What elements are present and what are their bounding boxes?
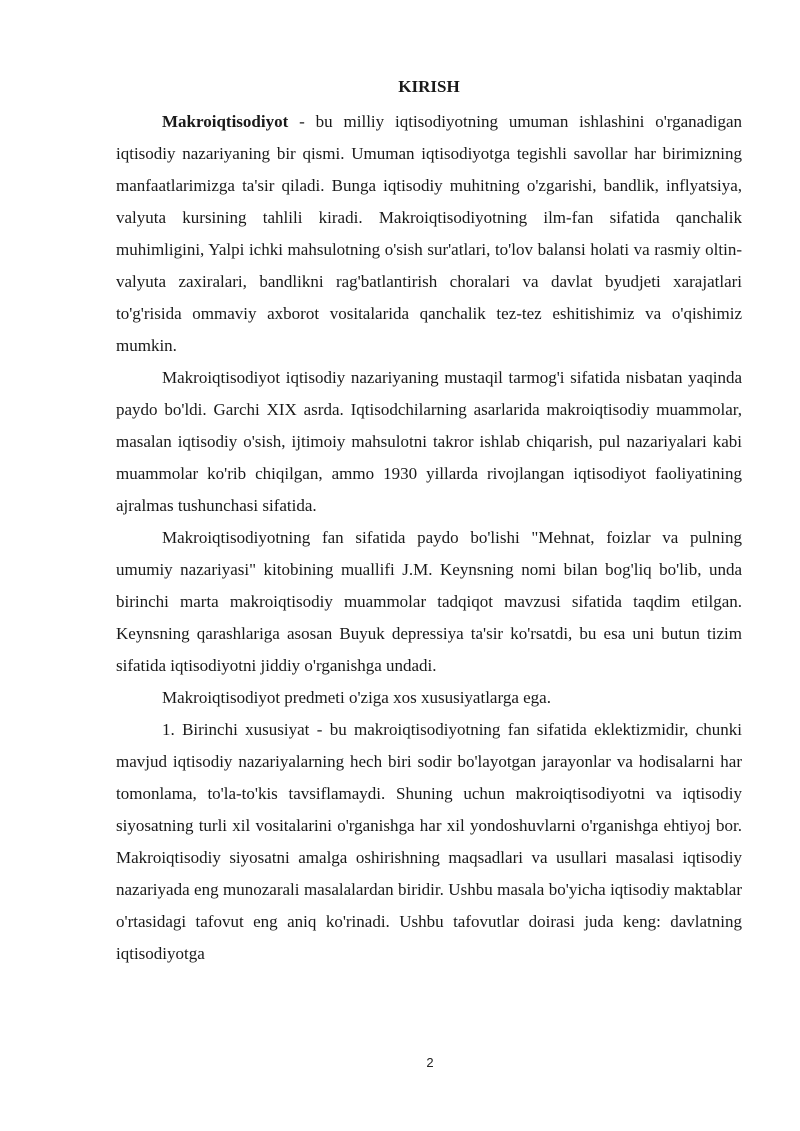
paragraph-3 <box>116 522 742 682</box>
paragraph-2-text: Makroiqtisodiyot iqtisodiy nazariyaning mustaqil tarmog'i sifatida nisbatan yaqinda paydo bo'ldi. Garchi XIX asrda. Iqtisodchilarning asarlarida makroiqtisodiy muammolar, masalan iqtisodiy o'sish, ijtimoiy mahsulotni takror ishlab chiqarish, pul nazariyalari kabi muammolar ko'rib chiqilgan, ammo 1930 yillarda rivojlangan iqtisodiyot faoliyatining ajralmas tushunchasi sifatida. <box>116 368 742 515</box>
paragraph-1-text: - bu milliy iqtisodiyotning umuman ishlashini o'rganadigan iqtisodiy nazariyaning bir qismi. Umuman iqtisodiyotga tegishli savollar har birimizning manfaatlarimizga ta'sir qiladi. Bunga iqtisodiy muhitning o'zgarishi, bandlik, inflyatsiya, valyuta kursining tahlili kiradi. Makroiqtisodiyotning ilm-fan sifatida qanchalik muhimligini, Yalpi ichki mahsulotning o'sish sur'atlari, to'lov balansi holati va rasmiy oltin-valyuta zaxiralari, bandlikni rag'batlantirish choralari va davlat byudjeti xarajatlari to'g'risida ommaviy axborot vositalarida qanchalik tez-tez eshitishimiz va o'qishimiz mumkin. <box>116 112 742 355</box>
lead-term: Makroiqtisodiyot <box>162 112 289 131</box>
paragraph-3-text: Makroiqtisodiyotning fan sifatida paydo bo'lishi "Mehnat, foizlar va pulning umumiy nazariyasi" kitobining muallifi J.M. Keynsning nomi bilan bog'liq bo'lib, unda birinchi marta makroiqtisodiy muammolar tadqiqot mavzusi sifatida taqdim etilgan. Keynsning qarashlariga asosan Buyuk depressiya ta'sir ko'rsatdi, bu esa uni butun tizim sifatida iqtisodiyotni jiddiy o'rganishga undadi. <box>116 528 742 675</box>
document-page <box>116 76 742 970</box>
paragraph-5-text: 1. Birinchi xususiyat - bu makroiqtisodiyotning fan sifatida eklektizmidir, chunki mavjud iqtisodiy nazariyalarning hech biri sodir bo'layotgan jarayonlar va hodisalarni har tomonlama, to'la-to'kis tavsiflamaydi. Shuning uchun makroiqtisodiyotni va iqtisodiy siyosatning turli xil vositalarini o'rganishga har xil yondoshuvlarni o'rganishga ehtiyoj bor. Makroiqtisodiy siyosatni amalga oshirishning maqsadlari va usullari masalasi iqtisodiy nazariyada eng munozarali masalalardan biridir. Ushbu masala bo'yicha iqtisodiy maktablar o'rtasidagi tafovut eng aniq ko'rinadi. Ushbu tafovutlar doirasi juda keng: davlatning iqtisodiyotga <box>116 720 742 963</box>
paragraph-1 <box>116 106 742 362</box>
paragraph-4 <box>116 682 742 714</box>
paragraph-4-text: Makroiqtisodiyot predmeti o'ziga xos xususiyatlarga ega. <box>162 688 551 707</box>
paragraph-2 <box>116 362 742 522</box>
section-title: KIRISH <box>398 77 460 96</box>
paragraph-5 <box>116 714 742 970</box>
page-number: 2 <box>426 1055 434 1070</box>
